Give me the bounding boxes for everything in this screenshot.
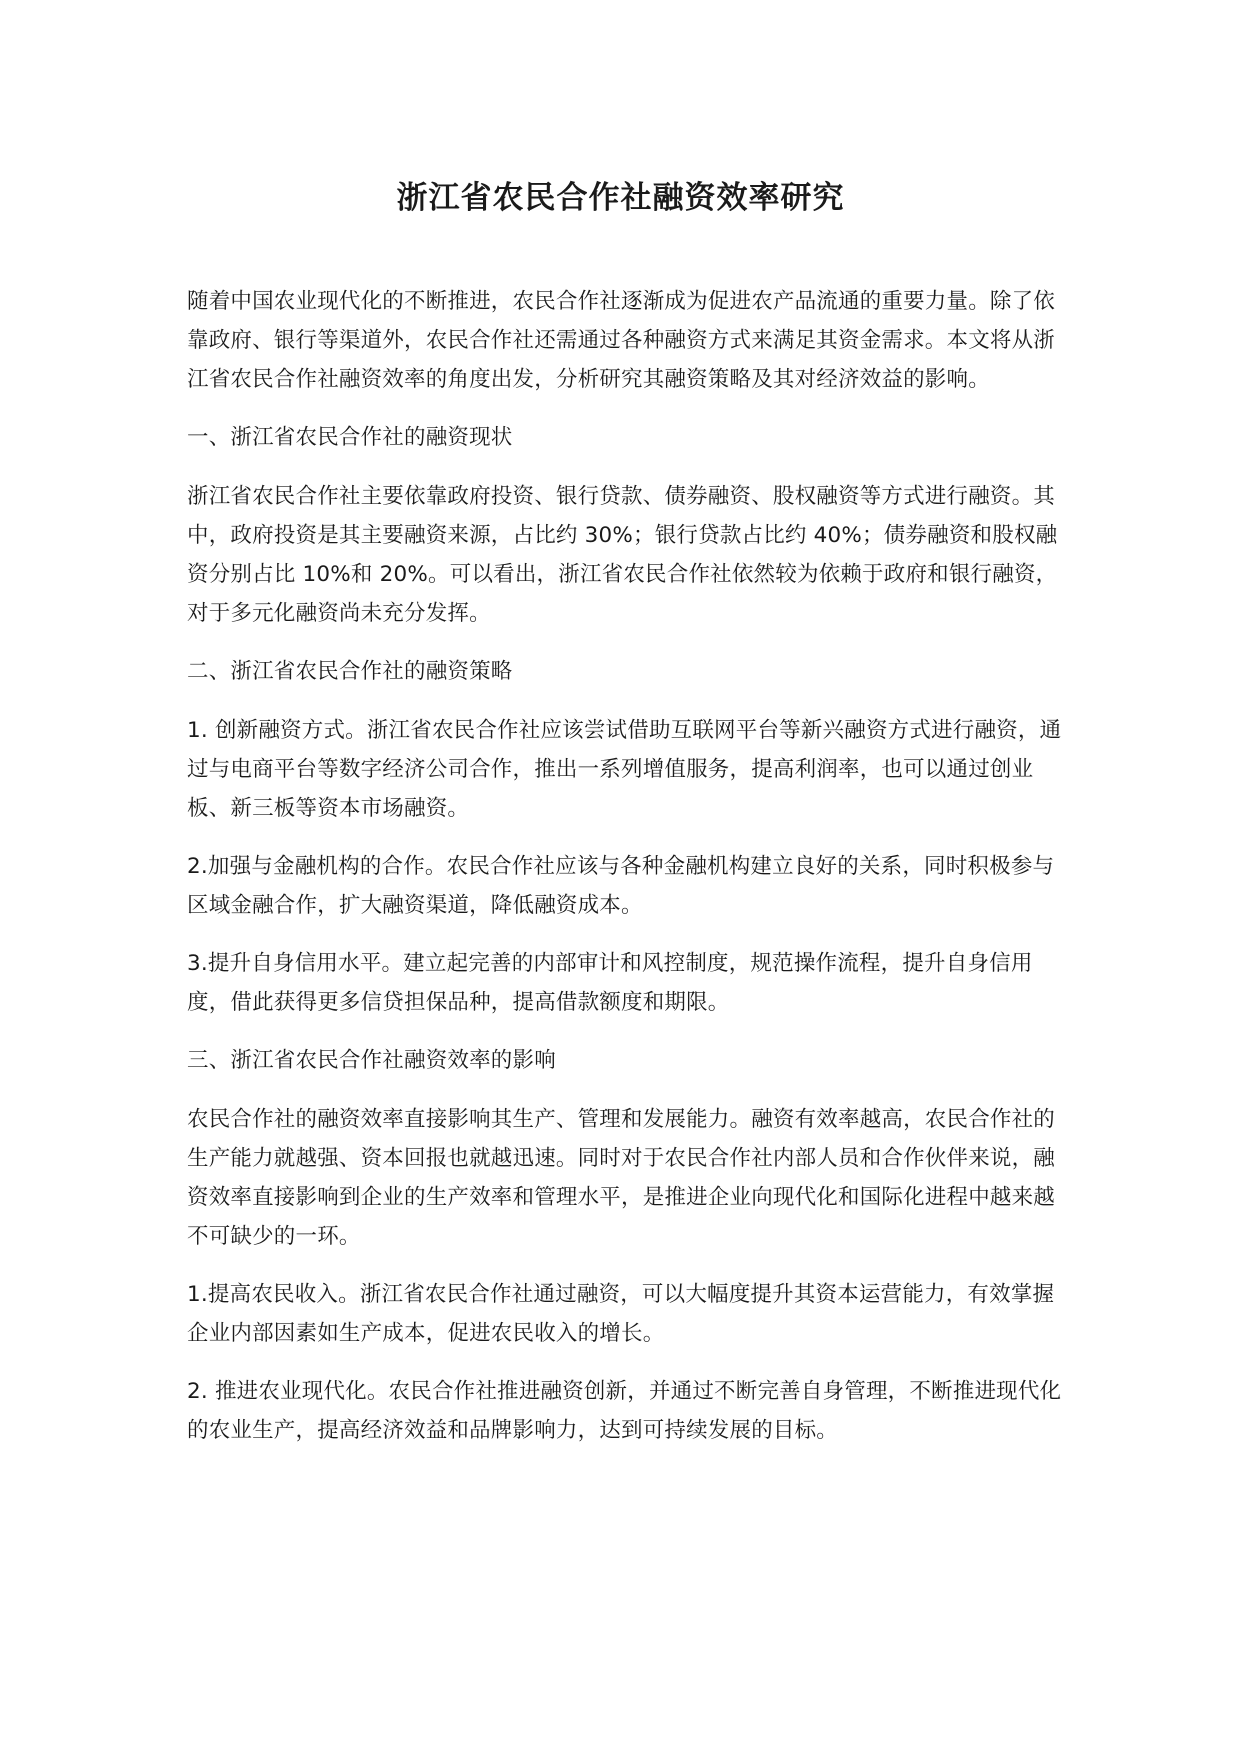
section-heading-2: 二、浙江省农民合作社的融资策略 xyxy=(187,659,513,684)
body-paragraph: 1. 创新融资方式。浙江省农民合作社应该尝试借助互联网平台等新兴融资方式进行融资，通过与电商平台等数字经济公司合作，推出一系列增值服务，提高利润率，也可以通过创业板、新三板等资本市场融资。 xyxy=(187,718,1062,821)
body-paragraph: 浙江省农民合作社主要依靠政府投资、银行贷款、债券融资、股权融资等方式进行融资。其中，政府投资是其主要融资来源，占比约 30%；银行贷款占比约 40%；债券融资和股权融资分别占比 10%和 20%。可以看出，浙江省农民合作社依然较为依赖于政府和银行融资，对于多元化融资尚未充分发挥。 xyxy=(187,484,1058,626)
section-heading-1: 一、浙江省农民合作社的融资现状 xyxy=(187,425,513,450)
body-paragraph: 3.提升自身信用水平。建立起完善的内部审计和风控制度，规范操作流程，提升自身信用度，借此获得更多信贷担保品种，提高借款额度和期限。 xyxy=(187,951,1033,1015)
document-title: 浙江省农民合作社融资效率研究 xyxy=(396,180,845,216)
intro-paragraph: 随着中国农业现代化的不断推进，农民合作社逐渐成为促进农产品流通的重要力量。除了依靠政府、银行等渠道外，农民合作社还需通过各种融资方式来满足其资金需求。本文将从浙江省农民合作社融资效率的角度出发，分析研究其融资策略及其对经济效益的影响。 xyxy=(187,289,1056,392)
body-paragraph: 农民合作社的融资效率直接影响其生产、管理和发展能力。融资有效率越高，农民合作社的生产能力就越强、资本回报也就越迅速。同时对于农民合作社内部人员和合作伙伴来说，融资效率直接影响到企业的生产效率和管理水平，是推进企业向现代化和国际化进程中越来越不可缺少的一环。 xyxy=(187,1107,1056,1249)
section-heading-3: 三、浙江省农民合作社融资效率的影响 xyxy=(187,1048,556,1073)
body-paragraph: 2.加强与金融机构的合作。农民合作社应该与各种金融机构建立良好的关系，同时积极参与区域金融合作，扩大融资渠道，降低融资成本。 xyxy=(187,854,1055,918)
document-body xyxy=(187,282,1067,1469)
body-paragraph: 1.提高农民收入。浙江省农民合作社通过融资，可以大幅度提升其资本运营能力，有效掌握企业内部因素如生产成本，促进农民收入的增长。 xyxy=(187,1282,1055,1346)
body-paragraph: 2. 推进农业现代化。农民合作社推进融资创新，并通过不断完善自身管理，不断推进现代化的农业生产，提高经济效益和品牌影响力，达到可持续发展的目标。 xyxy=(187,1379,1062,1443)
